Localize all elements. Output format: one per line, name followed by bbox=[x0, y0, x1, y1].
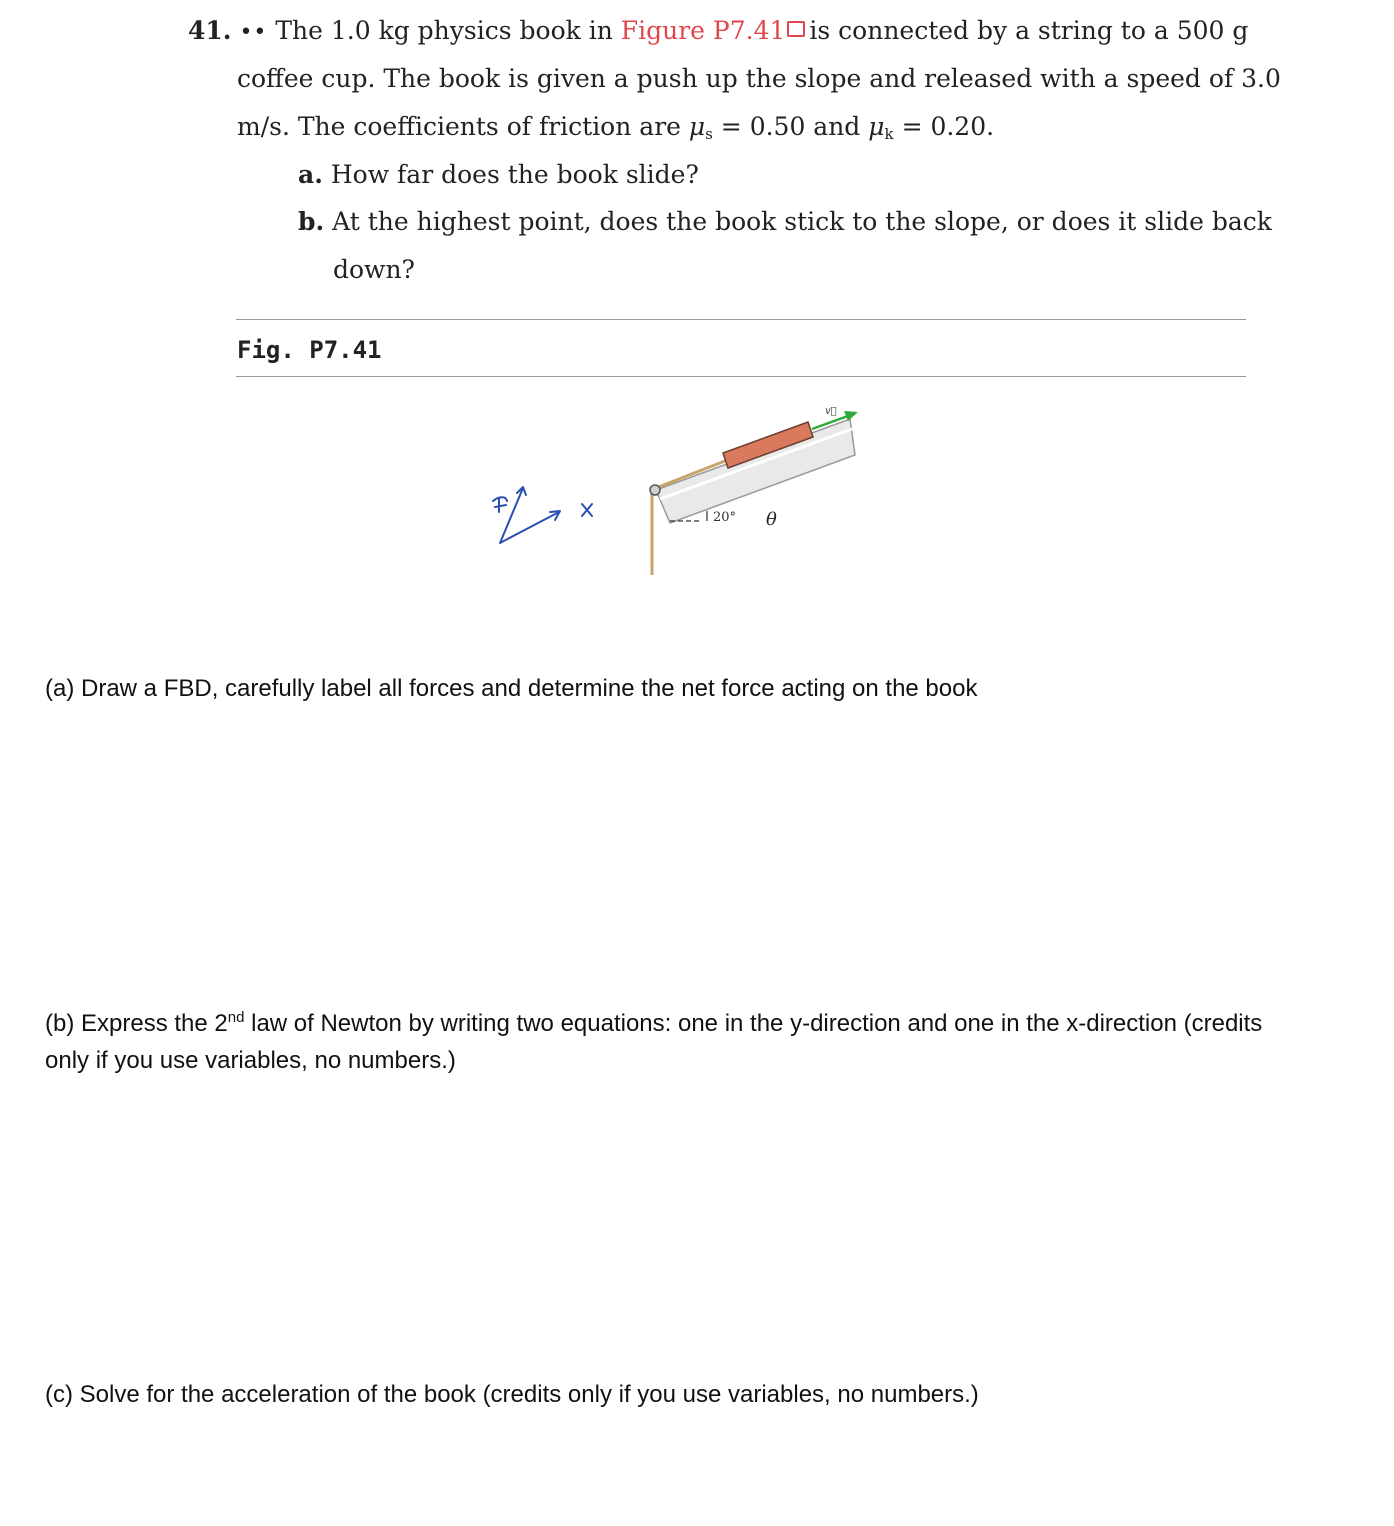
pulley bbox=[650, 485, 660, 495]
question-b-superscript: nd bbox=[227, 1009, 245, 1026]
divider-bottom bbox=[236, 376, 1246, 377]
part-a-text: How far does the book slide? bbox=[330, 160, 699, 189]
problem-line-2: coffee cup. The book is given a push up the slope and released with a speed of 3.0 bbox=[237, 64, 1281, 93]
difficulty-dots: •• bbox=[239, 20, 268, 45]
part-a-label: a. bbox=[298, 160, 323, 189]
mu-k-subscript: k bbox=[884, 125, 894, 143]
mu-k-value: = 0.20. bbox=[901, 112, 995, 141]
theta-label: θ bbox=[766, 509, 777, 530]
mu-s-value: = 0.50 and bbox=[720, 112, 861, 141]
problem-text: The 1.0 kg physics book in bbox=[275, 16, 613, 45]
velocity-arrowhead bbox=[844, 411, 858, 421]
axis-x-mark bbox=[582, 504, 592, 516]
axis-y-mark bbox=[493, 497, 507, 512]
question-b bbox=[45, 1005, 1262, 1079]
question-b-text: (b) Express the 2 bbox=[45, 1010, 228, 1037]
external-link-icon[interactable] bbox=[787, 21, 805, 37]
figure-link[interactable]: Figure P7.41 bbox=[620, 16, 786, 45]
problem-number: 41. bbox=[188, 16, 232, 45]
part-b-text: At the highest point, does the book stick to the slope, or does it slide back bbox=[332, 207, 1272, 236]
question-c: (c) Solve for the acceleration of the book (credits only if you use variables, no numbers.) bbox=[45, 1381, 979, 1408]
figure-label: Fig. P7.41 bbox=[237, 336, 382, 364]
mu-s-subscript: s bbox=[705, 125, 713, 143]
handwritten-axes bbox=[493, 487, 592, 543]
part-b-continued: down? bbox=[333, 255, 415, 284]
velocity-label: v⃗ bbox=[825, 406, 837, 417]
problem-text: is connected by a string to a 500 g bbox=[809, 16, 1249, 45]
question-b-line-2: only if you use variables, no numbers.) bbox=[45, 1047, 456, 1074]
angle-label: 20° bbox=[713, 510, 737, 525]
mu-s-symbol: μ bbox=[688, 112, 706, 141]
problem-line-3 bbox=[237, 112, 994, 143]
question-b-text: law of Newton by writing two equations: one in the y-direction and one in the x-direction (credits bbox=[244, 1010, 1263, 1037]
problem-text: m/s. The coefficients of friction are bbox=[237, 112, 681, 141]
figure-p7-41 bbox=[420, 395, 880, 585]
part-a bbox=[298, 160, 699, 189]
part-b-label: b. bbox=[298, 207, 325, 236]
axis-lines bbox=[500, 488, 559, 543]
question-a: (a) Draw a FBD, carefully label all forces and determine the net force acting on the book bbox=[45, 675, 978, 702]
problem-line-1 bbox=[188, 16, 1248, 45]
divider-top bbox=[236, 319, 1246, 320]
mu-k-symbol: μ bbox=[868, 112, 885, 141]
ramp bbox=[656, 419, 855, 523]
part-b bbox=[298, 207, 1272, 236]
